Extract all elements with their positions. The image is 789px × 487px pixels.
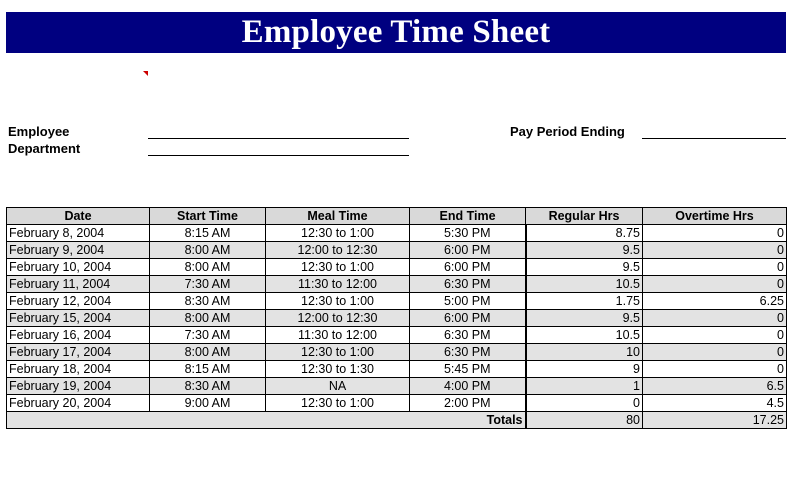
meal-time-cell[interactable]: NA [266,378,410,395]
table-row [7,327,787,344]
regular-hrs-cell[interactable]: 9 [526,361,643,378]
overtime-hrs-cell[interactable]: 4.5 [643,395,787,412]
meal-time-cell[interactable]: 12:30 to 1:00 [266,259,410,276]
header-date[interactable]: Date [7,208,150,225]
start-time-cell[interactable]: 8:00 AM [150,344,266,361]
end-time-cell[interactable]: 6:30 PM [410,276,526,293]
meal-time-cell[interactable]: 12:30 to 1:00 [266,225,410,242]
regular-hrs-cell[interactable]: 8.75 [526,225,643,242]
table-row [7,276,787,293]
pay-period-field[interactable] [642,138,786,139]
comment-indicator-icon[interactable] [143,71,148,76]
header-start-time[interactable]: Start Time [150,208,266,225]
start-time-cell[interactable]: 8:30 AM [150,378,266,395]
date-cell[interactable]: February 12, 2004 [7,293,150,310]
header-end-time[interactable]: End Time [410,208,526,225]
regular-hrs-cell[interactable]: 1 [526,378,643,395]
start-time-cell[interactable]: 8:00 AM [150,310,266,327]
end-time-cell[interactable]: 4:00 PM [410,378,526,395]
start-time-cell[interactable]: 8:15 AM [150,361,266,378]
total-overtime-hrs[interactable]: 17.25 [643,412,787,429]
end-time-cell[interactable]: 2:00 PM [410,395,526,412]
table-row [7,293,787,310]
table-row [7,395,787,412]
overtime-hrs-cell[interactable]: 0 [643,361,787,378]
table-row [7,225,787,242]
meal-time-cell[interactable]: 12:00 to 12:30 [266,242,410,259]
table-row [7,242,787,259]
end-time-cell[interactable]: 5:00 PM [410,293,526,310]
totals-label: Totals [7,412,526,429]
start-time-cell[interactable]: 8:00 AM [150,242,266,259]
employee-field[interactable] [148,138,409,139]
regular-hrs-cell[interactable]: 9.5 [526,242,643,259]
header-overtime-hrs[interactable]: Overtime Hrs [643,208,787,225]
meal-time-cell[interactable]: 11:30 to 12:00 [266,327,410,344]
regular-hrs-cell[interactable]: 9.5 [526,259,643,276]
pay-period-label: Pay Period Ending [510,124,625,139]
overtime-hrs-cell[interactable]: 6.25 [643,293,787,310]
end-time-cell[interactable]: 5:30 PM [410,225,526,242]
timesheet-table [6,207,787,429]
end-time-cell[interactable]: 6:00 PM [410,259,526,276]
start-time-cell[interactable]: 7:30 AM [150,276,266,293]
end-time-cell[interactable]: 6:30 PM [410,327,526,344]
regular-hrs-cell[interactable]: 0 [526,395,643,412]
start-time-cell[interactable]: 8:15 AM [150,225,266,242]
meal-time-cell[interactable]: 12:30 to 1:00 [266,344,410,361]
start-time-cell[interactable]: 9:00 AM [150,395,266,412]
totals-row [7,412,787,429]
start-time-cell[interactable]: 7:30 AM [150,327,266,344]
department-field[interactable] [148,155,409,156]
date-cell[interactable]: February 10, 2004 [7,259,150,276]
start-time-cell[interactable]: 8:30 AM [150,293,266,310]
department-label: Department [8,141,81,156]
date-cell[interactable]: February 8, 2004 [7,225,150,242]
end-time-cell[interactable]: 6:00 PM [410,310,526,327]
header-regular-hrs[interactable]: Regular Hrs [526,208,643,225]
table-row [7,310,787,327]
table-row [7,259,787,276]
total-regular-hrs[interactable]: 80 [526,412,643,429]
header-row [7,208,787,225]
page-title: Employee Time Sheet [241,14,551,50]
regular-hrs-cell[interactable]: 10.5 [526,276,643,293]
title-banner [6,12,786,53]
overtime-hrs-cell[interactable]: 0 [643,276,787,293]
date-cell[interactable]: February 9, 2004 [7,242,150,259]
overtime-hrs-cell[interactable]: 0 [643,259,787,276]
table-row [7,361,787,378]
table-row [7,344,787,361]
overtime-hrs-cell[interactable]: 0 [643,344,787,361]
date-cell[interactable]: February 17, 2004 [7,344,150,361]
date-cell[interactable]: February 16, 2004 [7,327,150,344]
overtime-hrs-cell[interactable]: 0 [643,310,787,327]
end-time-cell[interactable]: 6:30 PM [410,344,526,361]
header-meal-time[interactable]: Meal Time [266,208,410,225]
date-cell[interactable]: February 19, 2004 [7,378,150,395]
meal-time-cell[interactable]: 12:00 to 12:30 [266,310,410,327]
regular-hrs-cell[interactable]: 9.5 [526,310,643,327]
overtime-hrs-cell[interactable]: 0 [643,327,787,344]
meal-time-cell[interactable]: 11:30 to 12:00 [266,276,410,293]
regular-hrs-cell[interactable]: 10.5 [526,327,643,344]
employee-label: Employee [8,124,70,139]
meal-time-cell[interactable]: 12:30 to 1:30 [266,361,410,378]
end-time-cell[interactable]: 5:45 PM [410,361,526,378]
overtime-hrs-cell[interactable]: 0 [643,242,787,259]
date-cell[interactable]: February 18, 2004 [7,361,150,378]
date-cell[interactable]: February 11, 2004 [7,276,150,293]
regular-hrs-cell[interactable]: 1.75 [526,293,643,310]
start-time-cell[interactable]: 8:00 AM [150,259,266,276]
meal-time-cell[interactable]: 12:30 to 1:00 [266,293,410,310]
date-cell[interactable]: February 15, 2004 [7,310,150,327]
overtime-hrs-cell[interactable]: 0 [643,225,787,242]
regular-hrs-cell[interactable]: 10 [526,344,643,361]
table-row [7,378,787,395]
meal-time-cell[interactable]: 12:30 to 1:00 [266,395,410,412]
end-time-cell[interactable]: 6:00 PM [410,242,526,259]
overtime-hrs-cell[interactable]: 6.5 [643,378,787,395]
date-cell[interactable]: February 20, 2004 [7,395,150,412]
